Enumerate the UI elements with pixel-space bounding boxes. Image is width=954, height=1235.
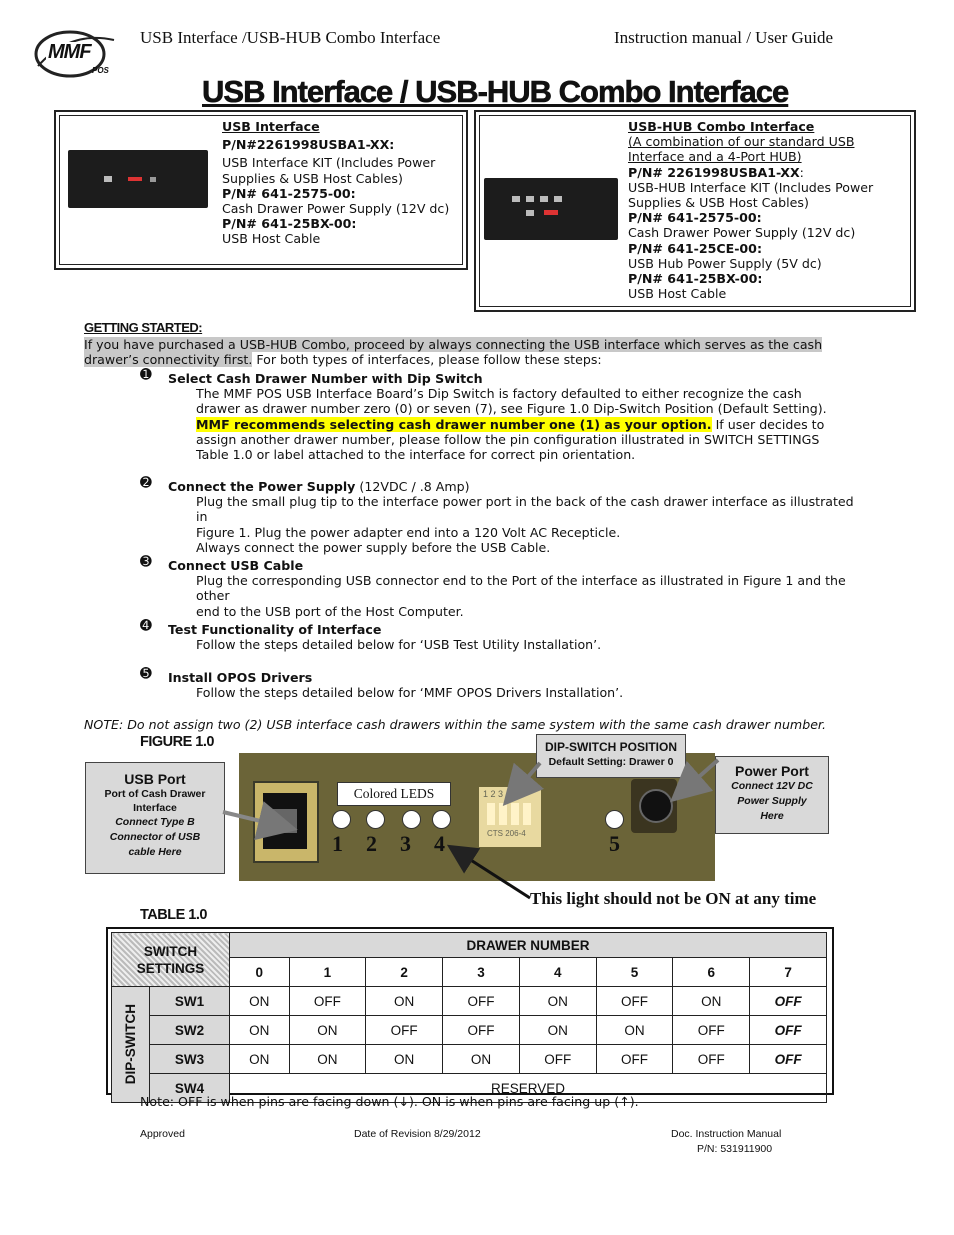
cell: OFF: [289, 987, 366, 1016]
col-header: 5: [596, 958, 673, 987]
header-right: Instruction manual / User Guide: [614, 28, 834, 47]
row-header: SW4: [150, 1074, 230, 1103]
hub-box-cable: USB Host Cable: [628, 286, 727, 302]
col-header: 6: [673, 958, 750, 987]
col-header: 0: [230, 958, 290, 987]
power-callout-italic: Connect 12V DC Power Supply Here: [731, 780, 813, 822]
hub-box-pn4: P/N# 641-25BX-00:: [628, 271, 763, 287]
usb-box-kit: USB Interface KIT (Includes Power Supplies & USB Host Cables): [222, 155, 436, 186]
col-header: 4: [519, 958, 596, 987]
step4-bullet: ➍: [140, 618, 152, 634]
hub-box-hubpsu: USB Hub Power Supply (5V dc): [628, 255, 822, 271]
switch-settings-table: [111, 932, 827, 1103]
row-header: SW2: [150, 1016, 230, 1045]
step3-line2: end to the USB port of the Host Computer.: [196, 603, 464, 619]
switch-settings-corner: [112, 933, 230, 987]
step1-bullet: ➊: [140, 367, 152, 383]
row-header: SW3: [150, 1045, 230, 1074]
step4-title: Test Functionality of Interface: [168, 622, 382, 637]
cell: ON: [230, 1016, 290, 1045]
colored-leds-label: Colored LEDS: [337, 782, 451, 806]
cell: OFF: [596, 987, 673, 1016]
dip-numbers: 1 2 3 4: [483, 789, 511, 799]
drawer-number-header: DRAWER NUMBER: [230, 933, 827, 958]
cell: OFF: [750, 1016, 827, 1045]
step2-suffix: (12VDC / .8 Amp): [355, 479, 470, 494]
reserved-cell: RESERVED: [230, 1074, 827, 1103]
step1-line3: If user decides to: [711, 416, 825, 432]
cell: OFF: [443, 1016, 520, 1045]
step3-bullet: ➌: [140, 554, 152, 570]
intro-rest: For both types of interfaces, please follow these steps:: [252, 352, 602, 368]
hub-box-pn3: P/N# 641-25CE-00:: [628, 240, 762, 256]
step5-bullet: ➎: [140, 666, 152, 682]
usb-box-heading: USB Interface: [222, 119, 320, 134]
led-num-4: 4: [434, 831, 445, 856]
step2-line3: Always connect the power supply before the USB Cable.: [196, 539, 551, 555]
col-header: 2: [366, 958, 443, 987]
cell: OFF: [596, 1045, 673, 1074]
cell: ON: [230, 987, 290, 1016]
cell: ON: [673, 987, 750, 1016]
row-header: SW1: [150, 987, 230, 1016]
cell: ON: [519, 1016, 596, 1045]
step1-highlight: MMF recommends selecting cash drawer number one (1) as your option.: [196, 416, 712, 432]
cell: OFF: [750, 987, 827, 1016]
power-callout-title: Power Port: [735, 763, 809, 779]
usb-box-pn1: P/N#2261998USBA1-XX:: [222, 137, 395, 153]
dip-switch-side-label: [112, 987, 150, 1103]
usb-box-psu: Cash Drawer Power Supply (12V dc): [222, 201, 450, 217]
cell: ON: [366, 1045, 443, 1074]
hub-box-pn1-colon: :: [799, 164, 804, 180]
cell: ON: [443, 1045, 520, 1074]
cell: OFF: [366, 1016, 443, 1045]
step1-line5: Table 1.0 or label attached to the interface for correct pin orientation.: [196, 447, 636, 463]
table-row: [112, 987, 827, 1016]
step2-line1: Plug the small plug tip to the interface power port in the back of the cash drawer interface as illustrated in: [196, 494, 854, 525]
logo-text: MMF: [48, 41, 91, 63]
cell: ON: [366, 987, 443, 1016]
cell: ON: [289, 1016, 366, 1045]
corner-label: SWITCH SETTINGS: [136, 943, 205, 976]
step1-line1: The MMF POS USB Interface Board’s Dip Switch is factory defaulted to either recognize the cash: [196, 386, 802, 402]
step2-title: Connect the Power Supply: [168, 479, 356, 494]
step1-line4: assign another drawer number, please follow the pin configuration illustrated in SWITCH SETTINGS: [196, 431, 820, 447]
intro-highlight: If you have purchased a USB-HUB Combo, proceed by always connecting the USB interface which serves as the cash drawer’s connectivity first.: [84, 337, 823, 368]
usb-port-callout-sub: Port of Cash Drawer Interface: [104, 788, 206, 814]
footer-pn: P/N: 531911900: [697, 1143, 773, 1155]
step4-line1: Follow the steps detailed below for ‘USB Test Utility Installation’.: [196, 637, 602, 653]
usb-box-pn3: P/N# 641-25BX-00:: [222, 216, 357, 232]
step1-title: Select Cash Drawer Number with Dip Switch: [168, 371, 483, 386]
cell: OFF: [519, 1045, 596, 1074]
hub-box-heading: USB-HUB Combo Interface: [628, 119, 815, 134]
col-header: 7: [750, 958, 827, 987]
hub-box-psu: Cash Drawer Power Supply (12V dc): [628, 225, 856, 241]
step5-line1: Follow the steps detailed below for ‘MMF OPOS Drivers Installation’.: [196, 685, 624, 701]
footer-approved: Approved: [140, 1128, 185, 1140]
cell: OFF: [673, 1045, 750, 1074]
logo-sub: POS: [92, 66, 109, 75]
footer-revision: Date of Revision 8/29/2012: [354, 1128, 481, 1140]
usb-port-callout-title: USB Port: [124, 771, 186, 787]
table-label: TABLE 1.0: [140, 907, 207, 923]
hub-box-pn2: P/N# 641-2575-00:: [628, 210, 762, 226]
cell: ON: [230, 1045, 290, 1074]
led-num-3: 3: [400, 831, 411, 856]
dip-callout-sub: Default Setting: Drawer 0: [548, 756, 674, 768]
footer-doc: Doc. Instruction Manual: [671, 1128, 782, 1140]
header-left: USB Interface /USB-HUB Combo Interface: [140, 28, 441, 47]
cell: OFF: [443, 987, 520, 1016]
table-note: Note: OFF is when pins are facing down (↓). ON is when pins are facing up (↑).: [140, 1094, 639, 1109]
page-title: USB Interface / USB-HUB Combo Interface: [202, 74, 789, 109]
led-num-2: 2: [366, 831, 377, 856]
cell: ON: [596, 1016, 673, 1045]
warning-text: This light should not be ON at any time: [530, 889, 817, 908]
usb-box-pn2: P/N# 641-2575-00:: [222, 185, 356, 201]
hub-box-desc: (A combination of our standard USB Interface and a 4-Port HUB): [628, 134, 855, 165]
step1-line2: drawer as drawer number zero (0) or seven (7), see Figure 1.0 Dip-Switch Position (Default Setting).: [196, 401, 827, 417]
step5-title: Install OPOS Drivers: [168, 670, 313, 685]
cell: OFF: [750, 1045, 827, 1074]
col-header: 1: [289, 958, 366, 987]
hub-box-pn1: P/N# 2261998USBA1-XX: [628, 164, 800, 180]
led-num-5: 5: [609, 831, 620, 856]
step3-line1: Plug the corresponding USB connector end to the Port of the interface as illustrated in Figure 1 and the other: [196, 573, 846, 604]
step2-line2: Figure 1. Plug the power adapter end into a 120 Volt AC Recepticle.: [196, 524, 621, 540]
step2-bullet: ➋: [140, 475, 152, 491]
dip-callout-title: DIP-SWITCH POSITION: [545, 740, 677, 754]
led-num-1: 1: [332, 831, 343, 856]
dip-chip-label: CTS 206-4: [487, 829, 526, 838]
getting-started-heading: GETTING STARTED:: [84, 320, 203, 335]
table-row: [112, 1016, 827, 1045]
note-text: NOTE: Do not assign two (2) USB interface cash drawers within the same system with the same cash drawer number.: [84, 717, 826, 732]
table-row: [112, 1045, 827, 1074]
col-header: 3: [443, 958, 520, 987]
cell: OFF: [673, 1016, 750, 1045]
usb-port-callout-italic: Connect Type B Connector of USB cable Here: [109, 816, 201, 858]
side-label-text: DIP-SWITCH: [123, 1004, 138, 1085]
hub-box-kit: USB-HUB Interface KIT (Includes Power Supplies & USB Host Cables): [628, 179, 874, 211]
step3-title: Connect USB Cable: [168, 558, 304, 573]
cell: ON: [519, 987, 596, 1016]
usb-box-cable: USB Host Cable: [222, 231, 321, 247]
cell: ON: [289, 1045, 366, 1074]
figure-label: FIGURE 1.0: [140, 734, 214, 750]
